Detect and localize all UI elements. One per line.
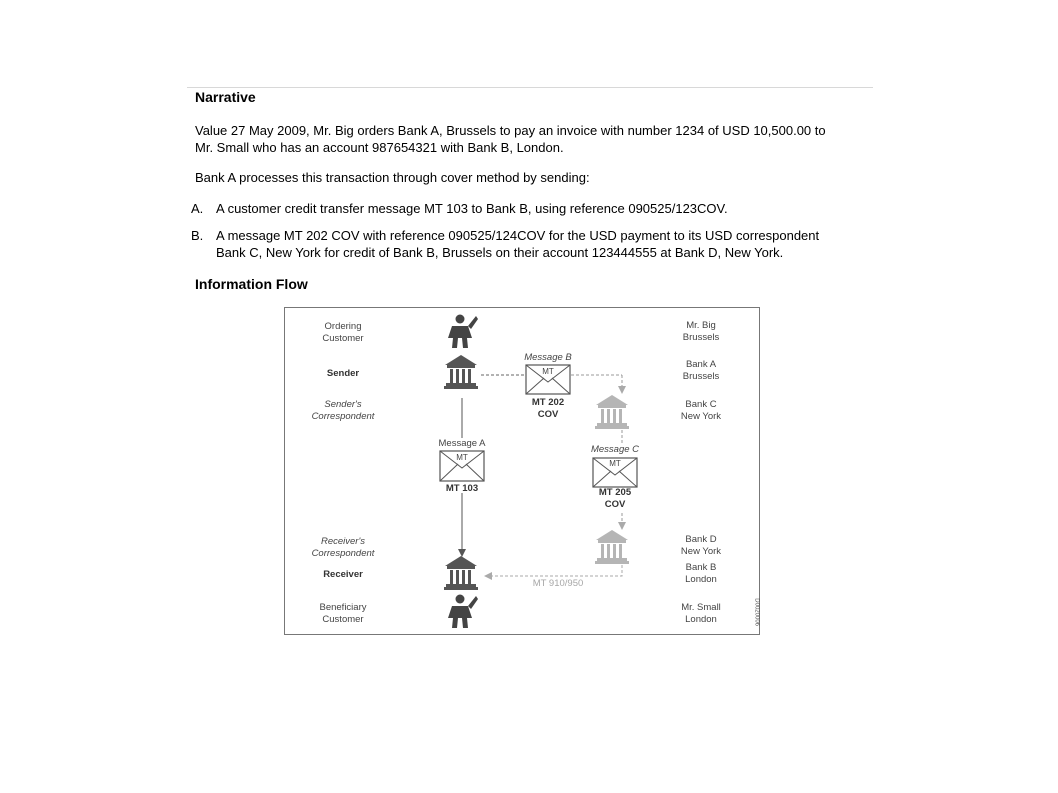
narrative-paragraph-1-line-2: Mr. Small who has an account 987654321 with Bank B, London. bbox=[195, 140, 564, 155]
receiver-bank-icon bbox=[444, 556, 478, 590]
senders-correspondent-bank-icon bbox=[595, 395, 629, 429]
list-marker: A. bbox=[191, 201, 204, 216]
list-item-a bbox=[191, 200, 871, 217]
message-c-type: MT 205 COV bbox=[598, 487, 632, 510]
receivers-correspondent-bank-icon bbox=[595, 530, 629, 564]
return-message-label: MT 910/950 bbox=[532, 578, 584, 589]
list-item-line: A customer credit transfer message MT 103 to Bank B, using reference 090525/123COV. bbox=[216, 201, 728, 216]
message-c-caption: Message C bbox=[590, 444, 640, 455]
beneficiary-customer-person-icon bbox=[448, 595, 478, 629]
bank-a-label: Bank A Brussels bbox=[682, 359, 720, 382]
receiver-label: Receiver bbox=[323, 569, 363, 580]
list-item-line: Bank C, New York for credit of Bank B, Brussels on their account 123444555 at Bank D, New York. bbox=[216, 245, 784, 260]
message-b-type: MT 202 COV bbox=[531, 397, 565, 420]
message-b-envelope-label: MT bbox=[542, 367, 554, 376]
bank-b-label: Bank B London bbox=[685, 562, 717, 585]
message-a-type: MT 103 bbox=[445, 483, 479, 494]
narrative-paragraph-1-line-1: Value 27 May 2009, Mr. Big orders Bank A, Brussels to pay an invoice with number 1234 of USD 10,500.00 to bbox=[195, 123, 826, 138]
diagram-id: D0020006 bbox=[754, 598, 760, 626]
receivers-correspondent-label: Receiver's Correspondent bbox=[311, 536, 375, 559]
list-marker: B. bbox=[191, 228, 204, 243]
narrative-paragraph-1 bbox=[195, 122, 875, 156]
sender-label: Sender bbox=[326, 368, 360, 379]
mr-small-label: Mr. Small London bbox=[681, 602, 721, 625]
list-item-text bbox=[216, 227, 866, 261]
information-flow-heading: Information Flow bbox=[195, 276, 308, 292]
ordering-customer-label: Ordering Customer bbox=[322, 321, 364, 344]
list-item-line: A message MT 202 COV with reference 090525/124COV for the USD payment to its USD correspondent bbox=[216, 228, 820, 243]
message-a-caption: Message A bbox=[438, 438, 486, 449]
bank-c-label: Bank C New York bbox=[680, 399, 722, 422]
list-item-b bbox=[191, 227, 871, 261]
bank-d-label: Bank D New York bbox=[680, 534, 722, 557]
mr-big-label: Mr. Big Brussels bbox=[682, 320, 720, 343]
sender-bank-icon bbox=[444, 355, 478, 389]
beneficiary-customer-label: Beneficiary Customer bbox=[319, 602, 367, 625]
information-flow-diagram bbox=[284, 307, 760, 635]
message-a-envelope-label: MT bbox=[456, 453, 468, 462]
list-item-text bbox=[216, 200, 866, 217]
senders-correspondent-label: Sender's Correspondent bbox=[311, 399, 375, 422]
top-divider bbox=[187, 87, 873, 88]
message-c-envelope-label: MT bbox=[609, 459, 621, 468]
ordering-customer-person-icon bbox=[448, 315, 478, 349]
narrative-paragraph-2: Bank A processes this transaction through cover method by sending: bbox=[195, 170, 590, 185]
narrative-heading: Narrative bbox=[195, 89, 256, 105]
message-b-caption: Message B bbox=[524, 352, 572, 363]
